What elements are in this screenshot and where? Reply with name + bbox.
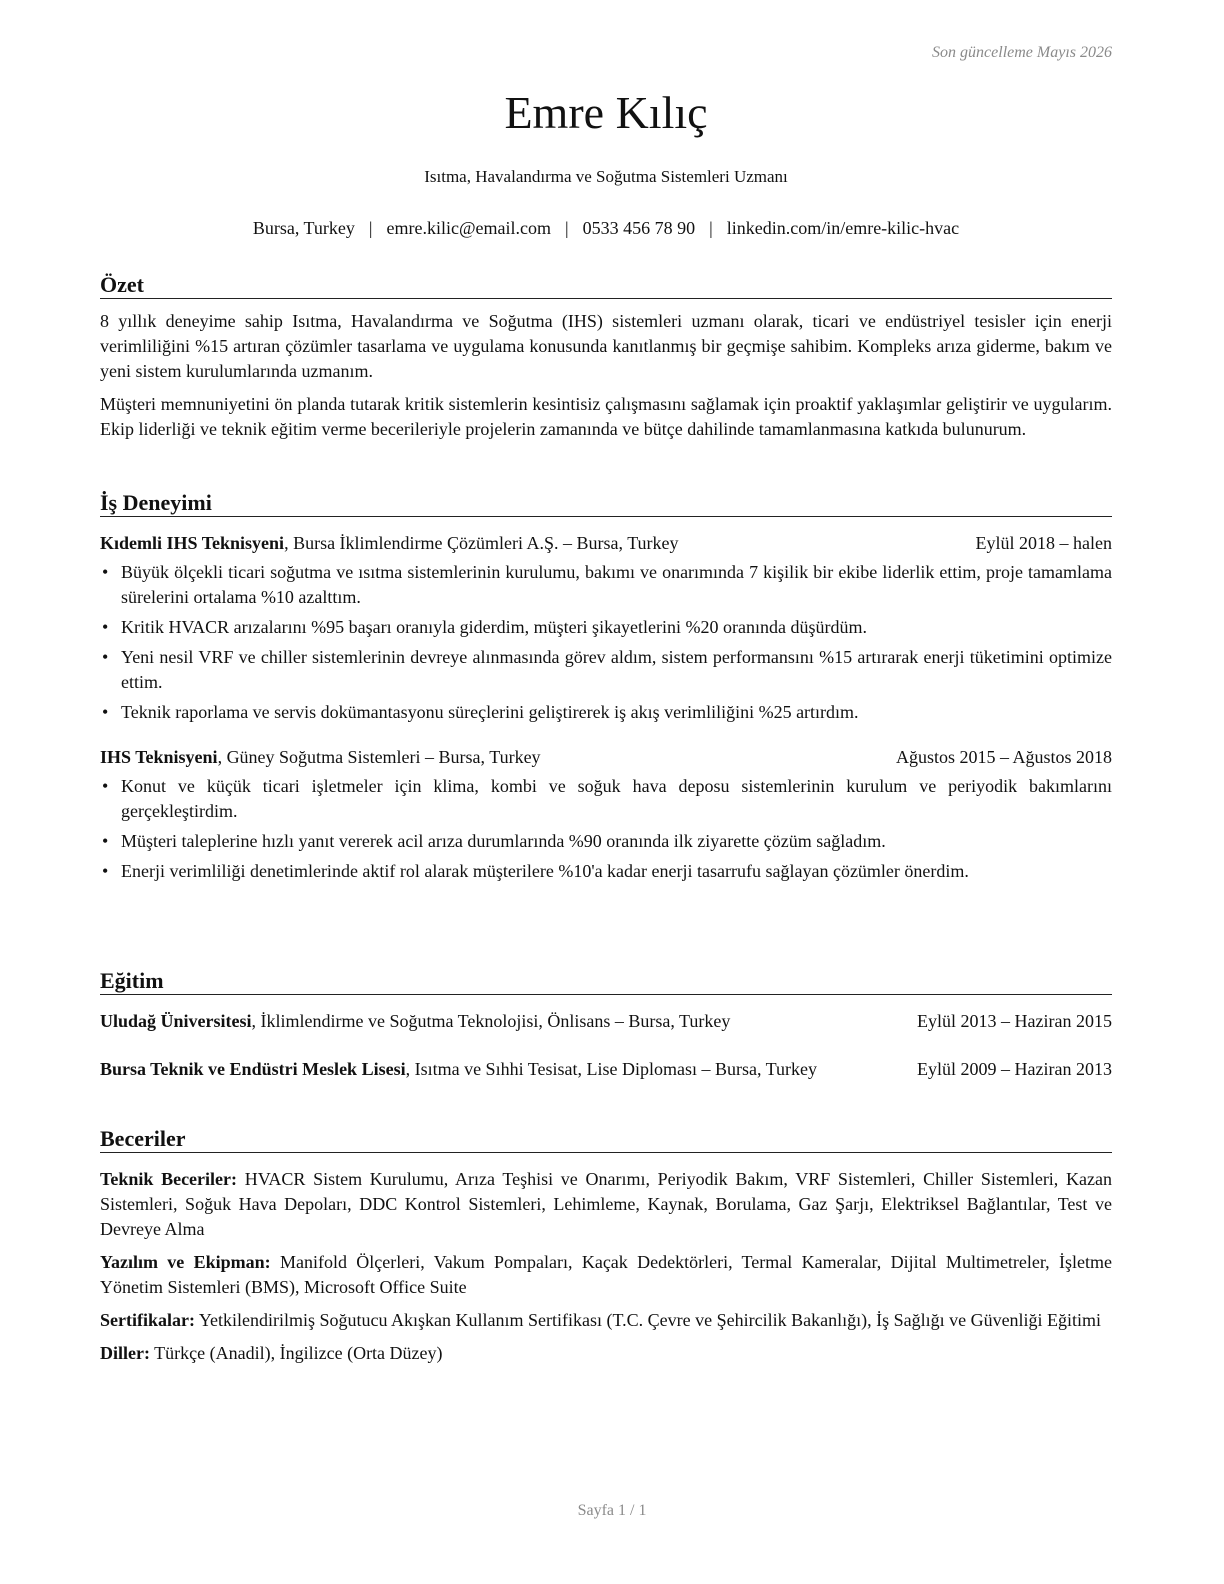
skill-group [100,1167,1112,1242]
job-org: , Bursa İklimlendirme Çözümleri A.Ş. – Bursa, Turkey [284,533,679,553]
education-item [100,1009,1112,1034]
section-title-skills: Beceriler [100,1126,1112,1153]
job-header [100,745,1112,770]
skill-text: HVACR Sistem Kurulumu, Arıza Teşhisi ve Onarımı, Periyodik Bakım, VRF Sistemleri, Chiller Sistemleri, Kazan Sistemleri, Soğuk Hava Depoları, DDC Kontrol Sistemleri, Lehimleme, Kaynak, Borulama, Gaz Şarjı, Elektriksel Bağlantılar, Test ve Devreye Alma [100,1169,1112,1239]
skill-group [100,1341,1112,1366]
contact-separator: | [565,218,569,238]
skill-label: Diller: [100,1343,150,1363]
job-role-line [100,531,976,556]
skill-text: Türkçe (Anadil), İngilizce (Orta Düzey) [149,1343,443,1363]
page-number: Sayfa 1 / 1 [577,1502,647,1519]
summary-paragraph: 8 yıllık deneyime sahip Isıtma, Havalandırma ve Soğutma (IHS) sistemleri uzmanı olarak, ticari ve endüstriyel tesisler için enerji verimliliğini %15 artıran çözümler tasarlama ve uygulama konusunda kanıtlanmış bir geçmişe sahibim. Kompleks arıza giderme, bakım ve yeni sistem kurulumlarında uzmanım. [100,311,1112,381]
job-dates: Eylül 2018 – halen [975,533,1112,553]
job-role-line [100,745,872,770]
education-section [100,968,1112,1082]
summary-paragraph: Müşteri memnuniyetini ön planda tutarak kritik sistemlerin kesintisiz çalışmasını sağlamak için proaktif yaklaşımlar geliştirir ve uygularım. Ekip liderliği ve teknik eğitim verme becerileriyle projelerin zamanında ve bütçe dahilinde tamamlanmasına katkıda bulunurum. [100,394,1112,439]
education-dates: Eylül 2013 – Haziran 2015 [917,1011,1112,1031]
section-title-education: Eğitim [100,968,1112,995]
school-detail: , Isıtma ve Sıhhi Tesisat, Lise Diploması – Bursa, Turkey [405,1059,817,1079]
school-detail: , İklimlendirme ve Soğutma Teknolojisi, Önlisans – Bursa, Turkey [251,1011,731,1031]
skill-text: Manifold Ölçerleri, Vakum Pompaları, Kaçak Dedektörleri, Termal Kameralar, Dijital Multimetreler, İşletme Yönetim Sistemleri (BMS), Microsoft Office Suite [100,1252,1112,1297]
contact-email[interactable]: emre.kilic@email.com [386,218,551,238]
job-bullets [100,774,1112,884]
list-item: • Yeni nesil VRF ve chiller sistemlerinin devreye alınmasında görev aldım, sistem performansını %15 artırarak enerji tüketimini optimize ettim. [100,645,1112,695]
section-title-summary: Özet [100,272,1112,299]
school-name: Bursa Teknik ve Endüstri Meslek Lisesi [100,1059,406,1079]
education-item [100,1057,1112,1082]
contact-line [100,218,1112,239]
contact-separator: | [709,218,713,238]
person-name: Emre Kılıç [504,87,708,138]
skill-group [100,1250,1112,1300]
contact-separator: | [368,218,373,238]
skill-group [100,1308,1112,1333]
list-item: • Enerji verimliliği denetimlerinde aktif rol alarak müşterilere %10'a kadar enerji tasarrufu sağlayan çözümler önerdim. [100,859,1112,884]
skills-section [100,1126,1112,1366]
job-dates: Ağustos 2015 – Ağustos 2018 [895,747,1112,767]
section-title-experience: İş Deneyimi [100,490,1112,517]
skill-label: Yazılım ve Ekipman: [100,1252,271,1272]
experience-section [100,490,1112,889]
skill-text: Yetkilendirilmiş Soğutucu Akışkan Kullanım Sertifikası (T.C. Çevre ve Şehircilik Bakanlığı), İş Sağlığı ve Güvenliği Eğitimi [194,1310,1102,1330]
contact-location: Bursa, Turkey [252,218,355,238]
education-line [100,1009,917,1034]
list-item: • Kritik HVACR arızalarını %95 başarı oranıyla giderdim, müşteri şikayetlerini %20 oranında düşürdüm. [100,615,1112,640]
job-header [100,531,1112,556]
skill-label: Teknik Beceriler: [100,1169,238,1189]
job-bullets [100,560,1112,725]
contact-linkedin[interactable]: linkedin.com/in/emre-kilic-hvac [726,218,960,238]
list-item: • Teknik raporlama ve servis dokümantasyonu süreçlerini geliştirerek iş akış verimliliğini %25 artırdım. [100,700,1112,725]
list-item: • Müşteri taleplerine hızlı yanıt vererek acil arıza durumlarında %90 oranında ilk ziyarette çözüm sağladım. [100,829,1112,854]
list-item: • Büyük ölçekli ticari soğutma ve ısıtma sistemlerinin kurulumu, bakımı ve onarımında 7 kişilik bir ekibe liderlik ettim, proje tamamlama sürelerini ortalama %10 azalttım. [100,560,1112,610]
school-name: Uludağ Üniversitesi [100,1011,252,1031]
summary-section [100,272,1112,442]
contact-phone[interactable]: 0533 456 78 90 [582,218,696,238]
education-line [100,1057,876,1082]
list-item: • Konut ve küçük ticari işletmeler için klima, kombi ve soğuk hava deposu sistemlerinin kurulum ve periyodik bakımlarını gerçekleştirdim. [100,774,1112,824]
job-role: Kıdemli IHS Teknisyeni [100,533,285,553]
skill-label: Sertifikalar: [100,1310,195,1330]
last-updated: Son güncelleme Mayıs 2026 [932,44,1112,61]
job-org: , Güney Soğutma Sistemleri – Bursa, Turkey [217,747,541,767]
job-role: IHS Teknisyeni [100,747,218,767]
education-dates: Eylül 2009 – Haziran 2013 [917,1059,1112,1079]
job-title: Isıtma, Havalandırma ve Soğutma Sistemleri Uzmanı [424,167,788,186]
